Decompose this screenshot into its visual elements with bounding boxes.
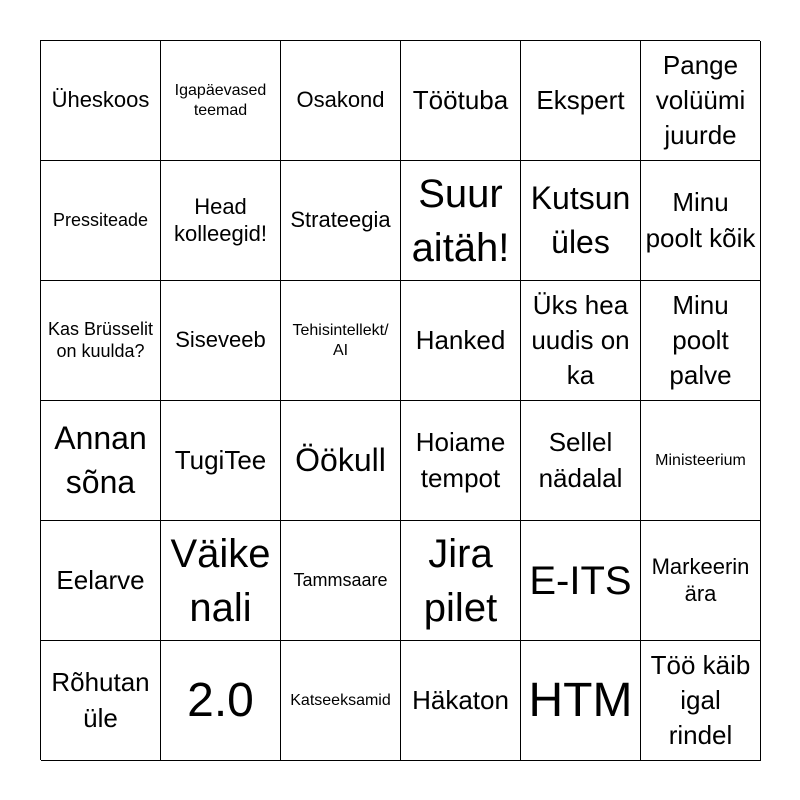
bingo-cell[interactable]: [281, 521, 401, 641]
cell-text: Üheskoos: [51, 87, 150, 113]
bingo-cell[interactable]: [161, 641, 281, 761]
bingo-cell[interactable]: [521, 41, 641, 161]
cell-text: Igapäevased teemad: [174, 82, 267, 119]
cell-text: Kutsun üles: [530, 180, 631, 260]
bingo-cell[interactable]: [401, 161, 521, 281]
bingo-cell[interactable]: [521, 401, 641, 521]
cell-text: HTM: [528, 673, 633, 727]
cell-text: Minu poolt kõik: [645, 187, 756, 253]
cell-text: Minu poolt palve: [669, 289, 732, 391]
bingo-cell[interactable]: [521, 521, 641, 641]
bingo-cell[interactable]: [41, 401, 161, 521]
bingo-cell[interactable]: [401, 281, 521, 401]
cell-text: Strateegia: [290, 207, 391, 233]
cell-text: Annan sõna: [54, 420, 147, 500]
cell-text: Väike nali: [170, 531, 271, 630]
cell-text: Jira pilet: [423, 531, 498, 630]
bingo-cell[interactable]: [401, 641, 521, 761]
bingo-cell[interactable]: [641, 641, 761, 761]
cell-text: TugiTee: [174, 444, 267, 475]
cell-text: Suur aitäh!: [411, 171, 510, 270]
bingo-cell[interactable]: [641, 401, 761, 521]
cell-text: Katseeksamid: [290, 691, 391, 709]
bingo-cell[interactable]: [281, 41, 401, 161]
bingo-cell[interactable]: [641, 41, 761, 161]
bingo-cell[interactable]: [641, 161, 761, 281]
cell-text: E-ITS: [529, 558, 632, 603]
cell-text: Rõhutan üle: [51, 667, 150, 733]
bingo-cell[interactable]: [401, 521, 521, 641]
cell-text: Head kolleegid!: [174, 194, 267, 246]
cell-text: Ekspert: [536, 84, 625, 115]
cell-text: Markeerin ära: [651, 554, 750, 606]
bingo-cell[interactable]: [401, 401, 521, 521]
bingo-cell[interactable]: [521, 641, 641, 761]
cell-text: Kas Brüsselit on kuulda?: [47, 318, 154, 361]
bingo-cell[interactable]: [281, 641, 401, 761]
cell-text: Tehisintellekt/ AI: [292, 322, 389, 359]
cell-text: Töötuba: [412, 84, 509, 115]
cell-text: Häkaton: [412, 684, 509, 715]
cell-text: Eelarve: [56, 564, 145, 595]
bingo-cell[interactable]: [41, 641, 161, 761]
cell-text: Töö käib igal rindel: [650, 649, 751, 751]
bingo-cell[interactable]: [161, 401, 281, 521]
cell-text: Öökull: [295, 441, 386, 478]
bingo-cell[interactable]: [281, 161, 401, 281]
bingo-cell[interactable]: [161, 281, 281, 401]
bingo-cell[interactable]: [281, 401, 401, 521]
bingo-cell[interactable]: [641, 281, 761, 401]
bingo-cell[interactable]: [161, 521, 281, 641]
bingo-cell[interactable]: [41, 521, 161, 641]
cell-text: Siseveeb: [175, 327, 266, 353]
bingo-cell[interactable]: [521, 281, 641, 401]
cell-text: Tammsaare: [293, 569, 388, 590]
bingo-cell[interactable]: [41, 41, 161, 161]
cell-text: Hoiame tempot: [415, 427, 506, 493]
bingo-cell[interactable]: [161, 41, 281, 161]
cell-text: Hanked: [415, 324, 506, 355]
cell-text: Üks hea uudis on ka: [531, 289, 630, 391]
bingo-cell[interactable]: [41, 161, 161, 281]
cell-text: Sellel nädalal: [538, 427, 623, 493]
cell-text: Osakond: [296, 87, 385, 113]
cell-text: Ministeerium: [655, 451, 746, 469]
cell-text: Pressiteade: [52, 209, 149, 230]
bingo-cell[interactable]: [281, 281, 401, 401]
bingo-board: [40, 40, 760, 760]
cell-text: 2.0: [187, 673, 254, 727]
bingo-cell[interactable]: [641, 521, 761, 641]
bingo-cell[interactable]: [401, 41, 521, 161]
bingo-cell[interactable]: [161, 161, 281, 281]
bingo-cell[interactable]: [41, 281, 161, 401]
cell-text: Pange volüümi juurde: [655, 49, 746, 151]
bingo-cell[interactable]: [521, 161, 641, 281]
